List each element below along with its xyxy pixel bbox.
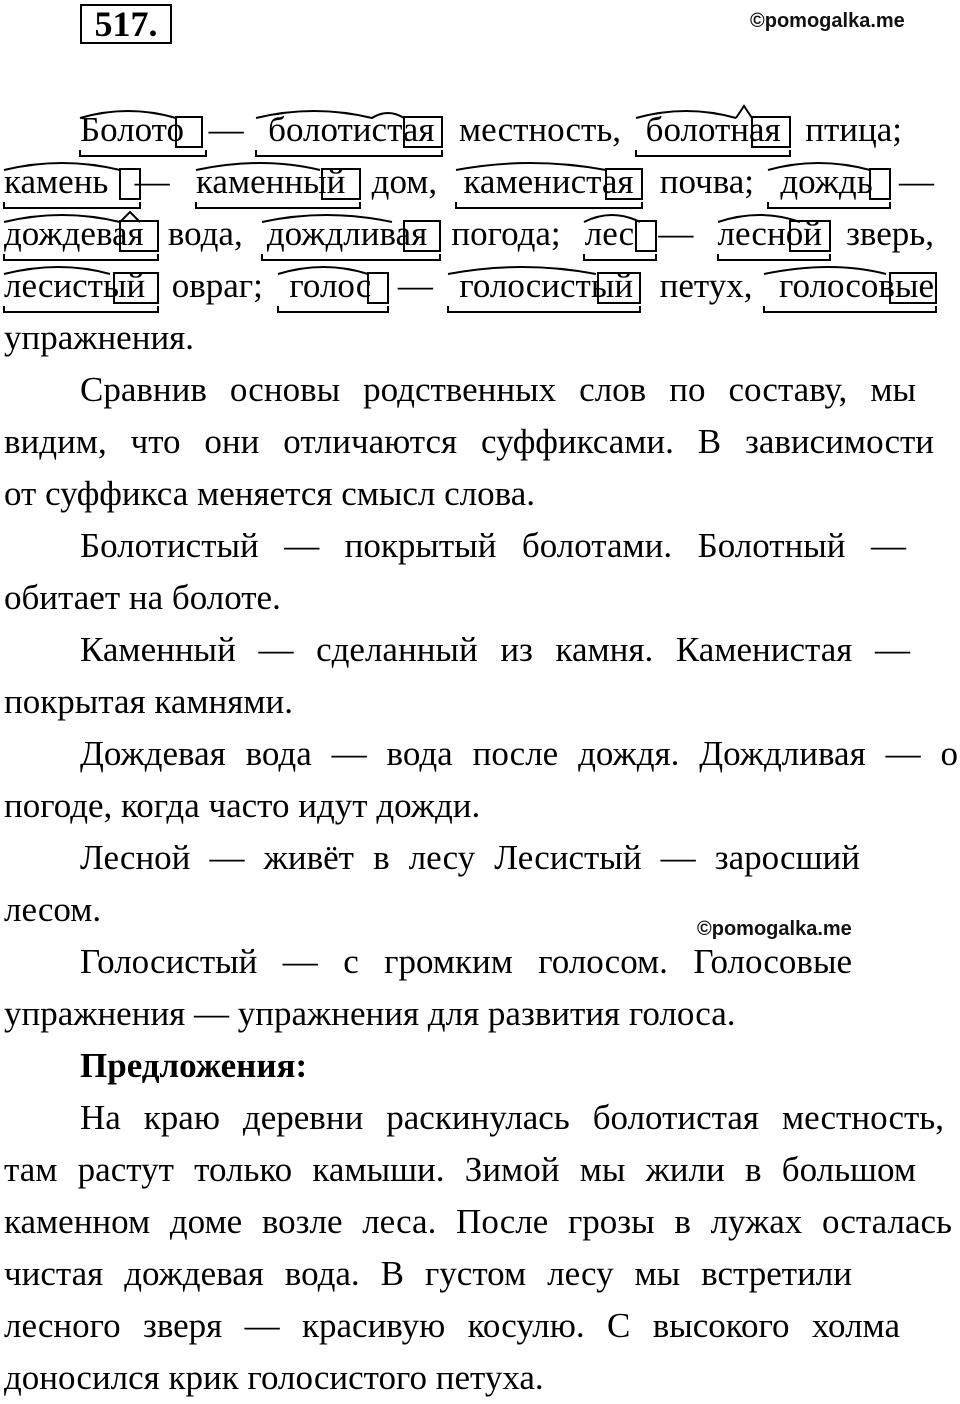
watermark-inline: ©pomogalka.me xyxy=(697,918,852,940)
paragraph-1-line-1: Сравнив основы родственных слов по составу, мы xyxy=(80,370,916,409)
paragraph-3-line-1: Каменный — сделанный из камня. Каменистая — xyxy=(80,630,910,669)
paragraph-4-line-1: Дождевая вода — вода после дождя. Дождливая — о xyxy=(80,734,958,773)
paragraph-1-line-3: от суффикса меняется смысл слова. xyxy=(4,474,535,513)
watermark: ©pomogalka.me xyxy=(750,10,905,32)
exercise-number: 517. xyxy=(80,4,172,44)
analysis-line-2: камень — каменный дом, каменистая почва; дождь — xyxy=(4,162,934,201)
sentence-line-3: каменном доме возле леса. После грозы в лужах осталась xyxy=(4,1202,952,1241)
paragraph-6-line-1: Голосистый — с громким голосом. Голосовые xyxy=(80,942,852,981)
analysis-line-4: лесистый овраг; голос — голосистый петух, голосовые xyxy=(4,266,934,305)
paragraph-2-line-2: обитает на болоте. xyxy=(4,578,281,617)
analysis-line-1: Болото — болотистая местность, болотная птица; xyxy=(80,110,902,149)
paragraph-1-line-2: видим, что они отличаются суффиксами. В зависимости xyxy=(4,422,934,461)
sentences-heading: Предложения: xyxy=(80,1046,308,1085)
paragraph-4-line-2: погоде, когда часто идут дожди. xyxy=(4,786,481,825)
paragraph-3-line-2: покрытая камнями. xyxy=(4,682,293,721)
sentence-line-1: На краю деревни раскинулась болотистая местность, xyxy=(80,1098,944,1137)
analysis-line-5: упражнения. xyxy=(4,318,195,357)
sentence-line-5: лесного зверя — красивую косулю. С высокого холма xyxy=(4,1306,900,1345)
analysis-line-3: дождевая вода, дождливая погода; лес — лесной зверь, xyxy=(4,214,934,253)
sentence-line-4: чистая дождевая вода. В густом лесу мы встретили xyxy=(4,1254,852,1293)
paragraph-5-line-2: лесом. xyxy=(4,890,102,929)
paragraph-2-line-1: Болотистый — покрытый болотами. Болотный — xyxy=(80,526,906,565)
paragraph-5-line-1: Лесной — живёт в лесу Лесистый — заросший xyxy=(80,838,860,877)
sentence-line-6: доносился крик голосистого петуха. xyxy=(4,1358,544,1397)
paragraph-6-line-2: упражнения — упражнения для развития голоса. xyxy=(4,994,736,1033)
sentence-line-2: там растут только камыши. Зимой мы жили в большом xyxy=(4,1150,916,1189)
